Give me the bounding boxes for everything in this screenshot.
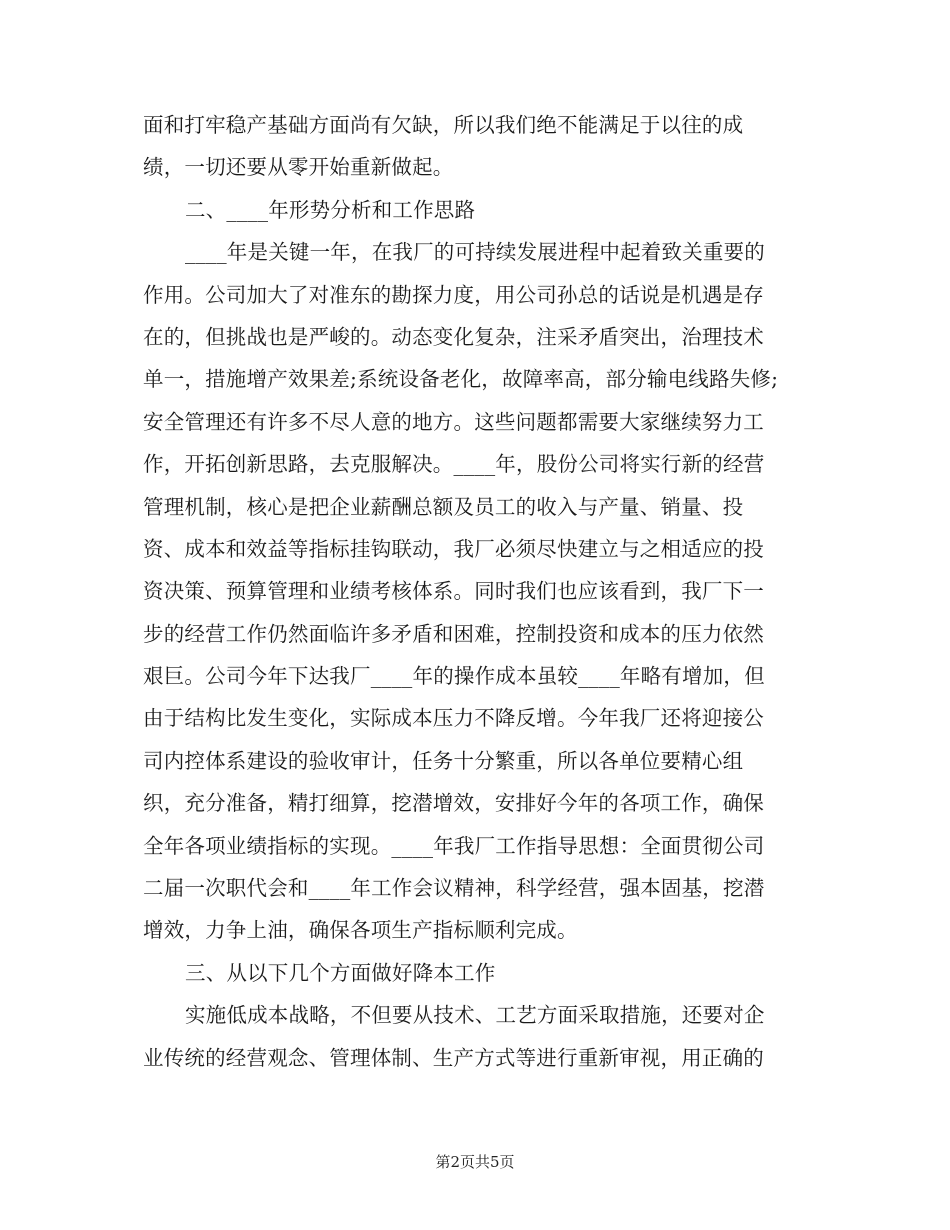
text-line: 单一，措施增产效果差;系统设备老化，故障率高，部分输电线路失修; [143,367,779,392]
document-body [143,104,813,1079]
text-line: 面和打牢稳产基础方面尚有欠缺，所以我们绝不能满足于以往的成 [143,113,744,137]
text-line: 二届一次职代会和____年工作会议精神，科学经营，强本固基，挖潜 [143,876,765,901]
text-line: 在的，但挑战也是严峻的。动态变化复杂，注采矛盾突出，治理技术 [143,324,764,349]
text-line: 资、成本和效益等指标挂钩联动，我厂必须尽快建立与之相适应的投 [143,536,764,561]
text-line: 安全管理还有许多不尽人意的地方。这些问题都需要大家继续努力工 [143,409,764,434]
text-line: 全年各项业绩指标的实现。____年我厂工作指导思想：全面贯彻公司 [143,833,765,858]
text-line: ____年是关键一年，在我厂的可持续发展进程中起着致关重要的 [185,240,765,265]
text-line: 绩，一切还要从零开始重新做起。 [143,155,454,180]
text-line: 实施低成本战略，不但要从技术、工艺方面采取措施，还要对企 [185,1003,765,1028]
text-line: 业传统的经营观念、管理体制、生产方式等进行重新审视，用正确的 [143,1045,764,1070]
text-line: 三、从以下几个方面做好降本工作 [185,960,496,985]
text-line: 步的经营工作仍然面临许多矛盾和困难，控制投资和成本的压力依然 [143,621,764,646]
text-line: 艰巨。公司今年下达我厂____年的操作成本虽较____年略有增加，但 [143,664,765,689]
text-line: 司内控体系建设的验收审计，任务十分繁重，所以各单位要精心组 [143,748,744,773]
text-line: 织，充分准备，精打细算，挖潜增效，安排好今年的各项工作，确保 [143,791,764,816]
text-line: 增效，力争上油，确保各项生产指标顺利完成。 [143,918,578,943]
text-line: 由于结构比发生变化，实际成本压力不降反增。今年我厂还将迎接公 [143,706,764,731]
text-line: 资决策、预算管理和业绩考核体系。同时我们也应该看到，我厂下一 [143,579,764,604]
page-number: 第2页共5页 [435,1153,515,1171]
text-line: 作，开拓创新思路，去克服解决。____年，股份公司将实行新的经营 [143,452,765,477]
text-line: 作用。公司加大了对准东的勘探力度，用公司孙总的话说是机遇是存 [143,282,764,307]
text-line: 管理机制，核心是把企业薪酬总额及员工的收入与产量、销量、投 [143,494,744,519]
text-line: 二、____年形势分析和工作思路 [185,197,476,222]
